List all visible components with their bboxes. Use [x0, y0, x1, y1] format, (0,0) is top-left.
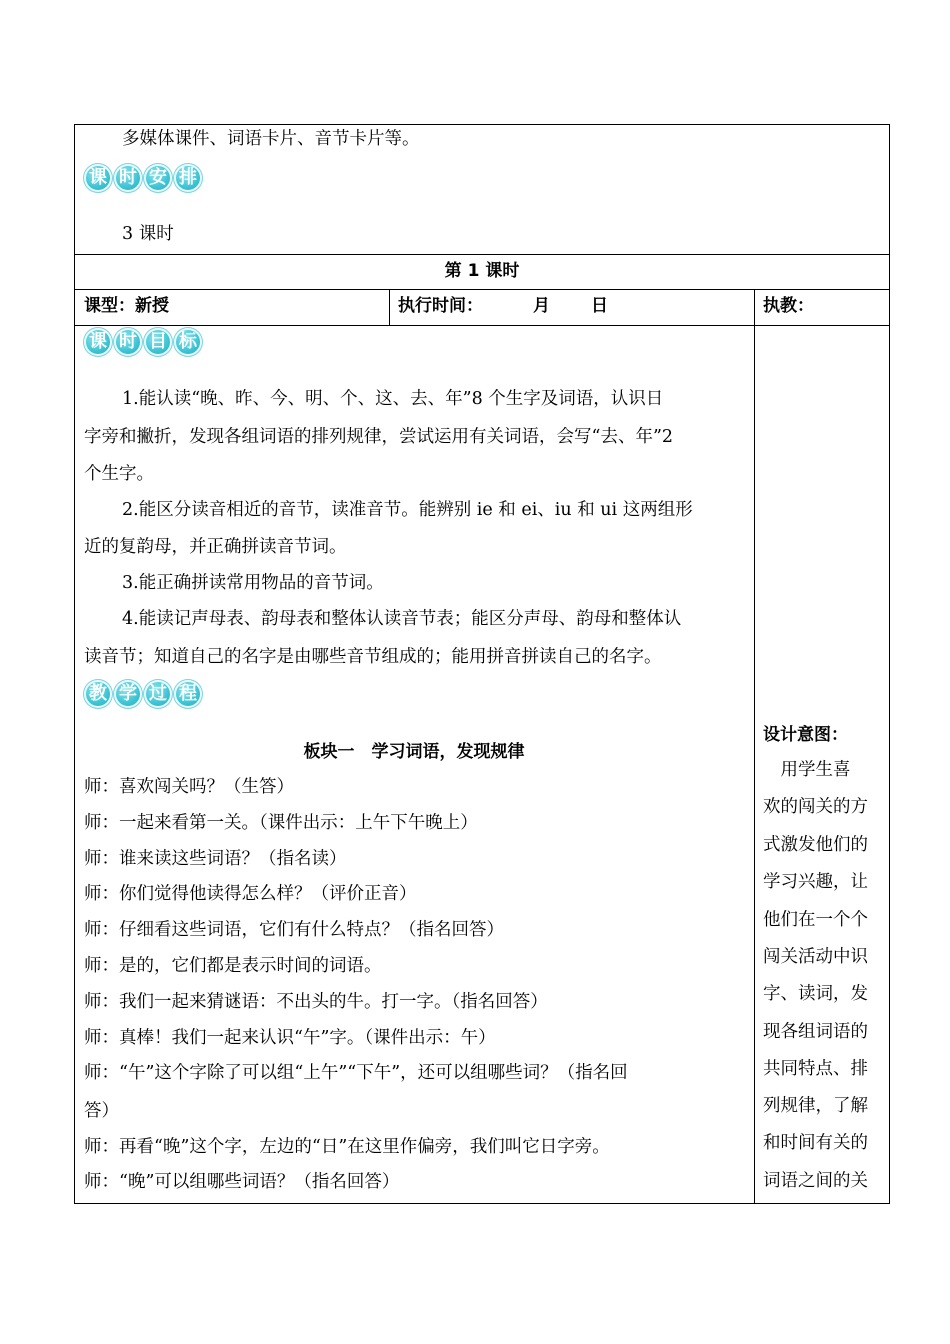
lesson-title: 第 1 课时 [444, 261, 520, 281]
dialogue-line: 师：真棒！我们一起来认识“午”字。（课件出示：午） [84, 1028, 496, 1048]
schedule-badge [84, 164, 202, 192]
design-intent-line: 共同特点、排 [763, 1059, 868, 1079]
execution-month: 月 [533, 296, 550, 316]
hours-text: 3 课时 [122, 224, 174, 244]
badge-char: 程 [174, 680, 202, 708]
badge-char: 教 [84, 680, 112, 708]
goal-line: 4.能读记声母表、韵母表和整体认读音节表；能区分声母、韵母和整体认 [122, 609, 682, 629]
dialogue-line: 师：一起来看第一关。（课件出示：上午下午晚上） [84, 813, 478, 833]
design-intent-line: 欢的闯关的方 [763, 797, 868, 817]
design-intent-line: 式激发他们的 [763, 835, 868, 855]
dialogue-line: 师：仔细看这些词语，它们有什么特点？（指名回答） [84, 920, 504, 940]
dialogue-line: 师：谁来读这些词语？（指名读） [84, 849, 347, 869]
design-intent-line: 现各组词语的 [763, 1022, 868, 1042]
design-intent-line: 他们在一个个 [763, 910, 868, 930]
section-title: 板块一 学习词语，发现规律 [303, 742, 525, 762]
dialogue-line: 师：是的，它们都是表示时间的词语。 [84, 956, 382, 976]
dialogue-line: 师：你们觉得他读得怎么样？（评价正音） [84, 884, 417, 904]
row-divider-hours [74, 254, 890, 255]
goal-line: 3.能正确拼读常用物品的音节词。 [122, 573, 384, 593]
design-intent-line: 学习兴趣，让 [763, 872, 868, 892]
execution-day: 日 [591, 296, 608, 316]
design-intent-line: 用学生喜 [763, 760, 851, 780]
badge-char: 过 [144, 680, 172, 708]
badge-char: 标 [174, 328, 202, 356]
goal-line: 近的复韵母，并正确拼读音节词。 [84, 537, 347, 557]
design-intent-line: 词语之间的关 [763, 1171, 868, 1191]
design-intent-line: 字、读词，发 [763, 984, 868, 1004]
col-divider-time [389, 289, 390, 325]
execution-time-label: 执行时间： [398, 296, 483, 316]
dialogue-line: 答） [84, 1101, 119, 1121]
badge-char: 目 [144, 328, 172, 356]
badge-char: 课 [84, 164, 112, 192]
teacher-label: 执教： [763, 296, 814, 316]
col-divider-side [754, 289, 755, 1204]
badge-char: 学 [114, 680, 142, 708]
dialogue-line: 师：“午”这个字除了可以组“上午”“下午”，还可以组哪些词？（指名回 [84, 1063, 628, 1083]
dialogue-line: 师：“晚”可以组哪些词语？（指名回答） [84, 1172, 400, 1192]
badge-char: 安 [144, 164, 172, 192]
badge-char: 排 [174, 164, 202, 192]
lesson-type: 课型：新授 [84, 296, 169, 316]
materials-text: 多媒体课件、词语卡片、音节卡片等。 [122, 129, 420, 149]
goals-badge [84, 328, 202, 356]
goal-line: 1.能认读“晚、昨、今、明、个、这、去、年”8 个生字及词语，认识日 [122, 389, 664, 409]
row-divider-title [74, 289, 890, 290]
dialogue-line: 师：喜欢闯关吗？（生答） [84, 777, 294, 797]
row-divider-info [74, 325, 890, 326]
dialogue-line: 师：我们一起来猜谜语：不出头的牛。打一字。（指名回答） [84, 992, 548, 1012]
goal-line: 2.能区分读音相近的音节，读准音节。能辨别 ie 和 ei、iu 和 ui 这两组形 [122, 500, 693, 520]
process-badge [84, 680, 202, 708]
design-intent-line: 和时间有关的 [763, 1133, 868, 1153]
badge-char: 时 [114, 164, 142, 192]
design-intent-title: 设计意图： [763, 725, 848, 745]
goal-line: 字旁和撇折，发现各组词语的排列规律，尝试运用有关词语，会写“去、年”2 [84, 427, 674, 447]
goal-line: 读音节；知道自己的名字是由哪些音节组成的；能用拼音拼读自己的名字。 [84, 647, 662, 667]
badge-char: 时 [114, 328, 142, 356]
design-intent-line: 闯关活动中识 [763, 947, 868, 967]
badge-char: 课 [84, 328, 112, 356]
goal-line: 个生字。 [84, 464, 154, 484]
dialogue-line: 师：再看“晚”这个字，左边的“日”在这里作偏旁，我们叫它日字旁。 [84, 1137, 610, 1157]
design-intent-line: 列规律，了解 [763, 1096, 868, 1116]
